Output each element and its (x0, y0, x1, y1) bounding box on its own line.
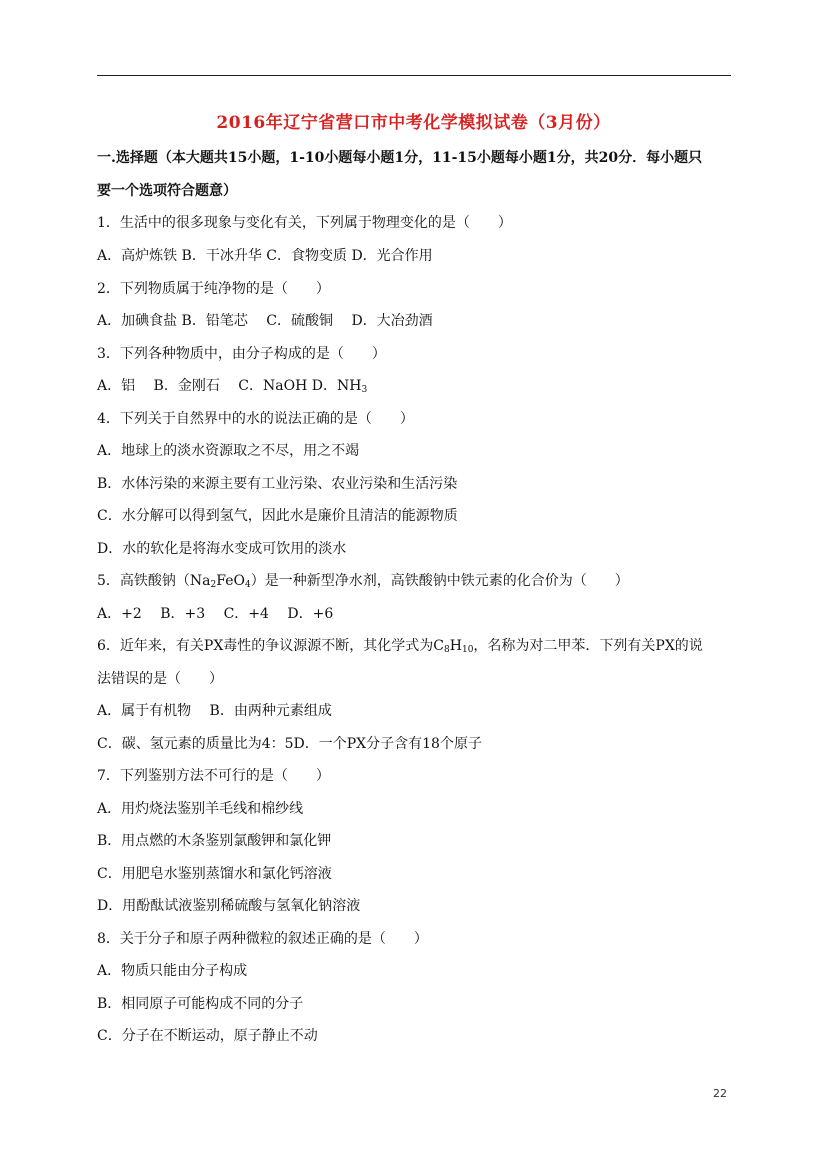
question-4-option-c: C．水分解可以得到氢气，因此水是廉价且清洁的能源物质 (97, 508, 458, 524)
page-number: 22 (713, 1087, 727, 1100)
question-4-option-b: B．水体污染的来源主要有工业污染、农业污染和生活污染 (97, 476, 458, 492)
question-6-stem: 6．近年来，有关PX毒性的争议源源不断，其化学式为$C_8H_{10}$，名称为对二甲苯．下列有关PX的说 (97, 638, 703, 655)
question-3-options: A．铝 B．金刚石 C．NaOH D．$NH_3$ (97, 378, 368, 395)
question-7-option-c: C．用肥皂水鉴别蒸馏水和氯化钙溶液 (97, 866, 332, 882)
section-heading: 一.选择题（本大题共15小题，1-10小题每小题1分，11-15小题每小题1分，共20分．每小题只 (97, 150, 703, 166)
question-4-option-d: D．水的软化是将海水变成可饮用的淡水 (97, 541, 347, 557)
question-2-options: A．加碘食盐 B．铅笔芯 C．硫酸铜 D．大冶劲酒 (97, 313, 433, 329)
question-8-option-c: C．分子在不断运动，原子静止不动 (97, 1028, 318, 1044)
exam-title: 2016年辽宁省营口市中考化学模拟试卷（3月份） (216, 113, 611, 133)
question-5-stem: 5．高铁酸钠$(Na_2FeO_4)$是一种新型净水剂，高铁酸钠中铁元素的化合价为（ ） (97, 573, 629, 590)
question-6-options-ab: A．属于有机物 B．由两种元素组成 (97, 703, 332, 719)
question-1-options: A．高炉炼铁 B．干冰升华 C．食物变质 D．光合作用 (97, 248, 433, 264)
question-4-option-a: A．地球上的淡水资源取之不尽，用之不竭 (97, 443, 360, 459)
question-5-options: A．+2 B．+3 C．+4 D．+6 (97, 606, 334, 622)
question-3-stem: 3．下列各种物质中，由分子构成的是（ ） (97, 346, 386, 362)
question-7-stem: 7．下列鉴别方法不可行的是（ ） (97, 768, 330, 784)
header-rule (97, 75, 731, 76)
section-heading-cont: 要一个选项符合题意） (97, 183, 237, 199)
question-8-stem: 8．关于分子和原子两种微粒的叙述正确的是（ ） (97, 931, 428, 947)
question-7-option-d: D．用酚酞试液鉴别稀硫酸与氢氧化钠溶液 (97, 898, 361, 914)
question-2-stem: 2．下列物质属于纯净物的是（ ） (97, 281, 330, 297)
question-6-options-cd: C．碳、氢元素的质量比为4：5D．一个PX分子含有18个原子 (97, 736, 482, 752)
question-6-stem-cont: 法错误的是（ ） (97, 671, 223, 687)
question-7-option-b: B．用点燃的木条鉴别氯酸钾和氯化钾 (97, 833, 332, 849)
question-1-stem: 1．生活中的很多现象与变化有关，下列属于物理变化的是（ ） (97, 215, 512, 231)
question-7-option-a: A．用灼烧法鉴别羊毛线和棉纱线 (97, 801, 304, 817)
question-8-option-a: A．物质只能由分子构成 (97, 963, 248, 979)
question-4-stem: 4．下列关于自然界中的水的说法正确的是（ ） (97, 411, 414, 427)
question-8-option-b: B．相同原子可能构成不同的分子 (97, 996, 304, 1012)
